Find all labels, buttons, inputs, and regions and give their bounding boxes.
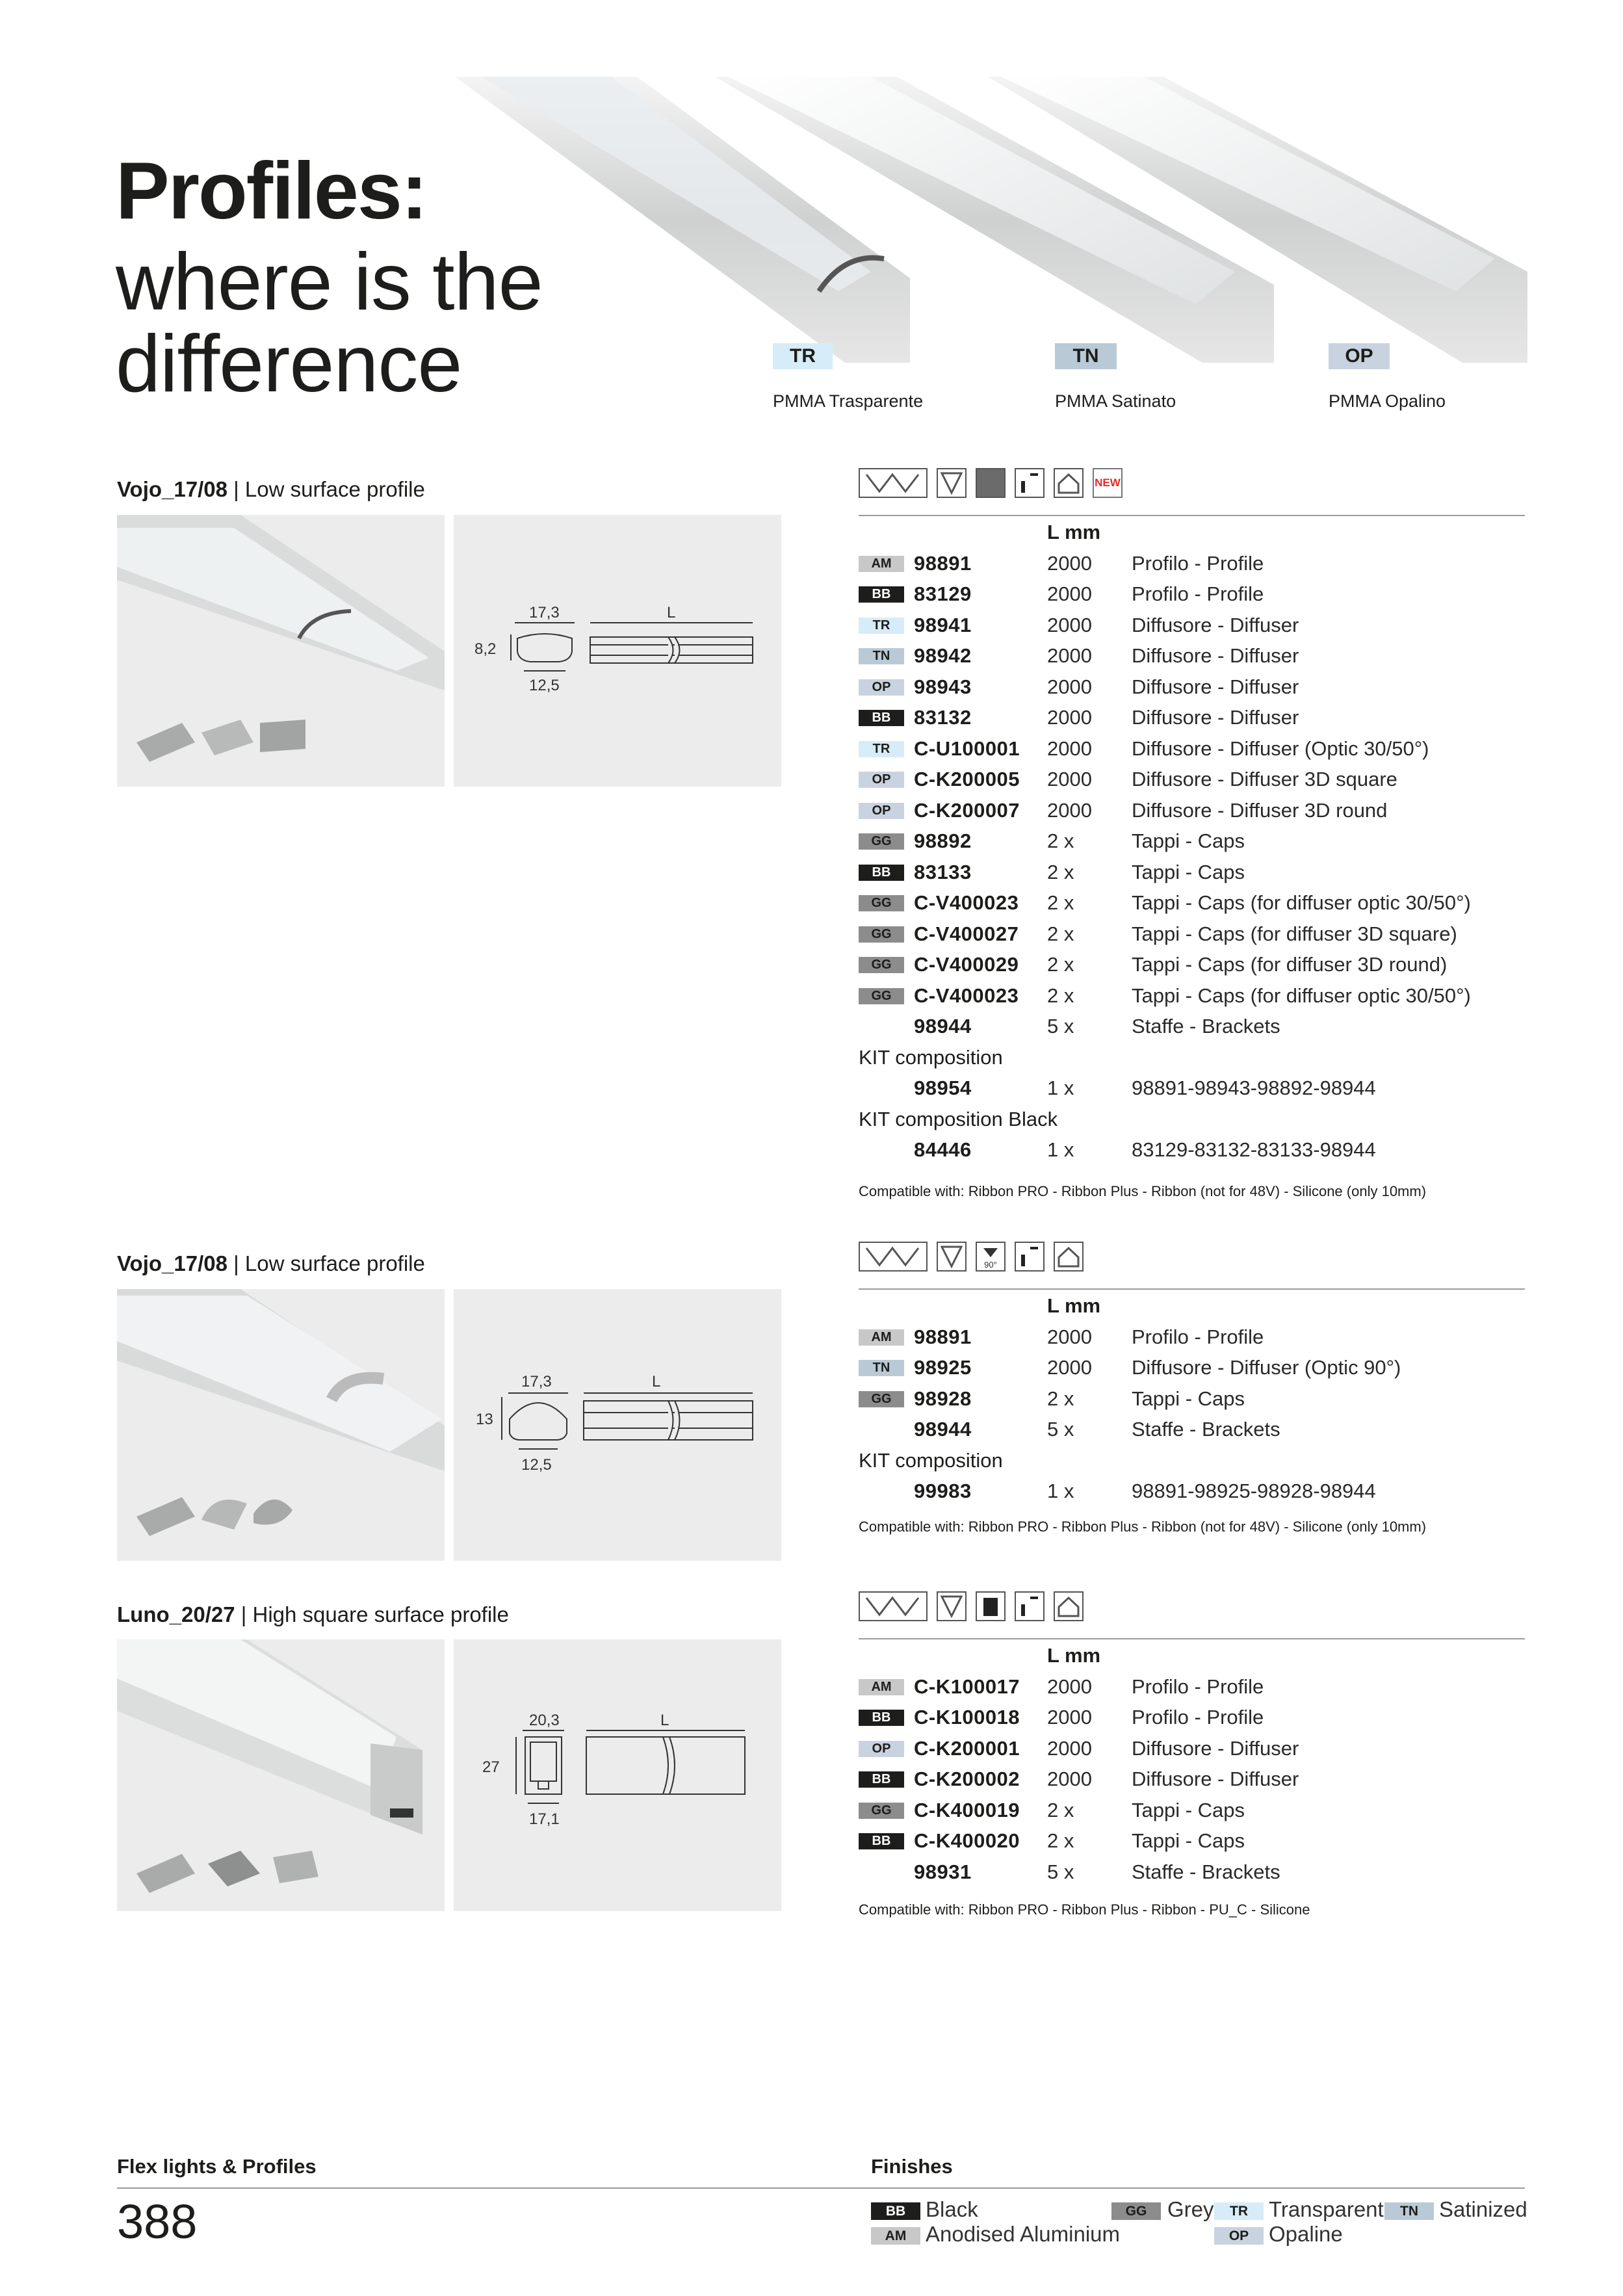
article-code: C-K200005 bbox=[914, 768, 1020, 790]
legend-label-bb: Black bbox=[926, 2197, 978, 2221]
page-number: 388 bbox=[117, 2195, 198, 2249]
mount-icon bbox=[859, 1591, 928, 1621]
dimension-drawing bbox=[454, 1289, 781, 1561]
compatibility-note: Compatible with: Ribbon PRO - Ribbon Plus - Ribbon (not for 48V) - Silicone (only 10mm) bbox=[859, 1183, 1427, 1199]
article-code: 98941 bbox=[914, 613, 972, 636]
table-header-row bbox=[859, 1290, 1525, 1322]
finishes-title: Finishes bbox=[871, 2155, 953, 2178]
length-value: 2000 bbox=[1047, 768, 1092, 790]
article-code: C-K200002 bbox=[914, 1768, 1020, 1790]
finish-badge: TN bbox=[859, 1360, 904, 1376]
table-row bbox=[859, 980, 1525, 1011]
legend-label-am: Anodised Aluminium bbox=[926, 2222, 1120, 2246]
dim-width-top: 17,3 bbox=[529, 604, 560, 621]
feature-icons bbox=[859, 1591, 1084, 1621]
dim-width-bottom: 17,1 bbox=[529, 1810, 560, 1828]
article-description: Staffe - Brackets bbox=[1132, 1860, 1280, 1883]
article-code: 98944 bbox=[914, 1015, 972, 1037]
length-value: 2000 bbox=[1047, 551, 1092, 575]
article-code: 98928 bbox=[914, 1387, 972, 1410]
article-description: Tappi - Caps (for diffuser optic 30/50°) bbox=[1132, 891, 1471, 914]
article-description: Staffe - Brackets bbox=[1132, 1418, 1280, 1441]
kit-row bbox=[859, 1134, 1525, 1166]
finish-name-tr: PMMA Trasparente bbox=[773, 391, 924, 411]
length-value: 2000 bbox=[1047, 1325, 1092, 1348]
finish-badge: GG bbox=[859, 833, 904, 850]
product-subtitle: | High square surface profile bbox=[240, 1602, 509, 1626]
length-value: 2000 bbox=[1047, 706, 1092, 729]
article-description: Tappi - Caps (for diffuser 3D round) bbox=[1132, 953, 1448, 976]
depth-icon bbox=[1015, 468, 1045, 498]
footer-category: Flex lights & Profiles bbox=[117, 2155, 317, 2178]
kit-contents: 83129-83132-83133-98944 bbox=[1132, 1138, 1376, 1161]
page-title-bold: Profiles: bbox=[116, 146, 427, 236]
kit-label-row bbox=[859, 1104, 1525, 1135]
length-value: 2000 bbox=[1047, 644, 1092, 667]
kit-contents: 98891-98943-98892-98944 bbox=[1132, 1076, 1376, 1099]
article-description: Diffusore - Diffuser bbox=[1132, 675, 1299, 698]
table-header-row bbox=[859, 517, 1525, 548]
table-row bbox=[859, 764, 1525, 795]
article-code: 98943 bbox=[914, 675, 972, 698]
article-code: C-K100017 bbox=[914, 1675, 1020, 1698]
article-description: Profilo - Profile bbox=[1132, 1675, 1264, 1698]
article-code: 98944 bbox=[914, 1418, 972, 1441]
legend-chip-tr: TR bbox=[1214, 2202, 1264, 2220]
legend-chip-bb: BB bbox=[871, 2202, 920, 2220]
article-code: C-U100001 bbox=[914, 737, 1020, 760]
length-value: 5 x bbox=[1047, 1860, 1074, 1883]
section-1-title bbox=[117, 477, 425, 502]
article-description: Tappi - Caps bbox=[1132, 1798, 1245, 1821]
dimension-drawing bbox=[454, 515, 781, 787]
kit-label-row bbox=[859, 1445, 1525, 1476]
table-row bbox=[859, 795, 1525, 826]
length-value: 2 x bbox=[1047, 1829, 1074, 1852]
dim-length: L bbox=[667, 604, 676, 621]
new-badge: NEW bbox=[1093, 468, 1123, 498]
article-description: Tappi - Caps bbox=[1132, 860, 1245, 883]
dim-length: L bbox=[660, 1712, 669, 1729]
article-code: C-V400023 bbox=[914, 891, 1019, 914]
table-row bbox=[859, 610, 1525, 641]
table-row bbox=[859, 702, 1525, 733]
legend-chip-tn: TN bbox=[1384, 2202, 1434, 2220]
finish-badge: TR bbox=[859, 618, 904, 634]
article-code: C-K100018 bbox=[914, 1706, 1020, 1729]
legend-label-gg: Grey bbox=[1167, 2197, 1214, 2221]
product-photo-panel bbox=[117, 1289, 445, 1561]
kit-code: 98954 bbox=[914, 1076, 972, 1099]
home-use-icon bbox=[1054, 1242, 1084, 1272]
length-value: 2 x bbox=[1047, 829, 1074, 852]
table-row bbox=[859, 1702, 1525, 1733]
product-photo bbox=[117, 515, 445, 787]
length-value: 5 x bbox=[1047, 1418, 1074, 1441]
article-description: Diffusore - Diffuser (Optic 30/50°) bbox=[1132, 737, 1429, 760]
product-table-3 bbox=[859, 1640, 1525, 1887]
finish-chip-tr: TR bbox=[773, 343, 833, 369]
table-row bbox=[859, 1383, 1525, 1415]
finish-badge: OP bbox=[859, 1741, 904, 1757]
diffuser-section-icon bbox=[976, 1591, 1006, 1621]
length-value: 2 x bbox=[1047, 1798, 1074, 1821]
article-description: Diffusore - Diffuser 3D square bbox=[1132, 768, 1397, 790]
table-row bbox=[859, 640, 1525, 672]
finish-badge: BB bbox=[859, 1710, 904, 1726]
mount-icon bbox=[859, 468, 928, 498]
kit-label: KIT composition bbox=[859, 1045, 1003, 1069]
table-rule bbox=[859, 1288, 1525, 1290]
length-value: 2 x bbox=[1047, 984, 1074, 1007]
finish-badge: BB bbox=[859, 710, 904, 726]
kit-label-row bbox=[859, 1042, 1525, 1073]
home-use-icon bbox=[1054, 468, 1084, 498]
finish-badge: BB bbox=[859, 865, 904, 881]
product-photo bbox=[117, 1289, 445, 1561]
table-row bbox=[859, 1352, 1525, 1383]
article-code: C-K200007 bbox=[914, 798, 1020, 822]
product-photo-panel bbox=[117, 1639, 445, 1911]
kit-row bbox=[859, 1476, 1525, 1507]
feature-icons bbox=[859, 468, 1123, 498]
section-3-title bbox=[117, 1602, 509, 1627]
product-photo bbox=[117, 1639, 445, 1911]
finish-badge: GG bbox=[859, 895, 904, 911]
legend-label-tr: Transparent bbox=[1269, 2197, 1384, 2221]
article-code: 98891 bbox=[914, 1325, 972, 1348]
table-row bbox=[859, 548, 1525, 579]
article-description: Profilo - Profile bbox=[1132, 582, 1264, 605]
kit-code: 84446 bbox=[914, 1138, 972, 1161]
finish-badge: GG bbox=[859, 1803, 904, 1819]
compatibility-note: Compatible with: Ribbon PRO - Ribbon Plus - Ribbon - PU_C - Silicone bbox=[859, 1901, 1310, 1918]
article-code: C-V400027 bbox=[914, 922, 1019, 945]
kit-label: KIT composition bbox=[859, 1448, 1003, 1472]
length-value: 2 x bbox=[1047, 860, 1074, 883]
dimension-drawing-panel bbox=[454, 1639, 781, 1911]
article-code: 98942 bbox=[914, 644, 972, 667]
article-description: Profilo - Profile bbox=[1132, 1325, 1264, 1348]
finish-badge: OP bbox=[859, 679, 904, 696]
kit-contents: 98891-98925-98928-98944 bbox=[1132, 1480, 1376, 1502]
compatibility-note: Compatible with: Ribbon PRO - Ribbon Plus - Ribbon (not for 48V) - Silicone (only 10mm) bbox=[859, 1519, 1427, 1535]
article-code: 83133 bbox=[914, 860, 972, 883]
article-description: Diffusore - Diffuser bbox=[1132, 644, 1299, 667]
section-2-title bbox=[117, 1251, 425, 1276]
finish-name-op: PMMA Opalino bbox=[1329, 391, 1446, 411]
beam-angle-label: 90° bbox=[984, 1260, 997, 1270]
table-row bbox=[859, 1857, 1525, 1888]
length-value: 2000 bbox=[1047, 1356, 1092, 1379]
table-row bbox=[859, 1733, 1525, 1764]
article-description: Diffusore - Diffuser bbox=[1132, 613, 1299, 636]
article-code: 83129 bbox=[914, 582, 972, 605]
dimension-drawing-panel bbox=[454, 1289, 781, 1561]
article-description: Staffe - Brackets bbox=[1132, 1015, 1280, 1037]
article-description: Tappi - Caps (for diffuser 3D square) bbox=[1132, 922, 1457, 945]
article-code: C-K400020 bbox=[914, 1829, 1020, 1852]
kit-code: 99983 bbox=[914, 1480, 972, 1502]
page-title-line2: where is the bbox=[116, 237, 543, 327]
dim-height: 27 bbox=[482, 1758, 500, 1776]
table-row bbox=[859, 1795, 1525, 1826]
article-code: C-V400023 bbox=[914, 984, 1019, 1007]
mount-icon bbox=[859, 1242, 928, 1272]
beam-angle-icon bbox=[976, 1242, 1006, 1272]
finish-badge: GG bbox=[859, 988, 904, 1004]
length-value: 2 x bbox=[1047, 891, 1074, 914]
legend-chip-gg: GG bbox=[1111, 2202, 1161, 2220]
table-row bbox=[859, 1414, 1525, 1445]
kit-quantity: 1 x bbox=[1047, 1076, 1074, 1099]
finish-badge: TR bbox=[859, 741, 904, 757]
dim-width-top: 20,3 bbox=[529, 1712, 560, 1729]
article-code: C-K400019 bbox=[914, 1798, 1020, 1821]
dim-width-bottom: 12,5 bbox=[521, 1456, 552, 1474]
kit-quantity: 1 x bbox=[1047, 1138, 1074, 1161]
finish-badge: BB bbox=[859, 1771, 904, 1788]
length-value: 2 x bbox=[1047, 1387, 1074, 1410]
table-row bbox=[859, 826, 1525, 857]
finish-badge: OP bbox=[859, 772, 904, 788]
article-description: Tappi - Caps bbox=[1132, 1387, 1245, 1410]
product-table-1 bbox=[859, 517, 1525, 1166]
article-code: C-V400029 bbox=[914, 953, 1019, 976]
length-value: 5 x bbox=[1047, 1015, 1074, 1037]
table-row bbox=[859, 733, 1525, 764]
f-rating-icon bbox=[937, 1242, 967, 1272]
product-subtitle: | Low surface profile bbox=[233, 477, 425, 501]
article-code: 98891 bbox=[914, 551, 972, 575]
length-header: L mm bbox=[1047, 1294, 1101, 1317]
product-name: Vojo_17/08 bbox=[117, 477, 227, 501]
page-title-line3: difference bbox=[116, 319, 462, 409]
length-value: 2000 bbox=[1047, 737, 1092, 760]
finish-badge: AM bbox=[859, 1329, 904, 1346]
article-code: 83132 bbox=[914, 706, 972, 729]
table-row bbox=[859, 887, 1525, 919]
article-description: Diffusore - Diffuser (Optic 90°) bbox=[1132, 1356, 1401, 1379]
length-value: 2000 bbox=[1047, 1675, 1092, 1698]
length-value: 2000 bbox=[1047, 613, 1092, 636]
finish-badge: GG bbox=[859, 1391, 904, 1407]
hero-profiles-image bbox=[455, 77, 1560, 382]
article-description: Profilo - Profile bbox=[1132, 1706, 1264, 1729]
table-row bbox=[859, 949, 1525, 980]
article-description: Tappi - Caps bbox=[1132, 829, 1245, 852]
finish-badge: OP bbox=[859, 803, 904, 819]
length-value: 2000 bbox=[1047, 798, 1092, 822]
finish-badge: AM bbox=[859, 556, 904, 572]
article-description: Tappi - Caps (for diffuser optic 30/50°) bbox=[1132, 984, 1471, 1007]
length-value: 2000 bbox=[1047, 1768, 1092, 1790]
product-name: Vojo_17/08 bbox=[117, 1251, 227, 1275]
legend-chip-am: AM bbox=[871, 2227, 920, 2245]
legend-label-tn: Satinized bbox=[1439, 2197, 1527, 2221]
product-name: Luno_20/27 bbox=[117, 1602, 235, 1626]
table-row bbox=[859, 1764, 1525, 1795]
table-rule bbox=[859, 1638, 1525, 1639]
article-description: Profilo - Profile bbox=[1132, 551, 1264, 575]
table-row bbox=[859, 1322, 1525, 1353]
product-subtitle: | Low surface profile bbox=[233, 1251, 425, 1275]
legend-chip-op: OP bbox=[1214, 2227, 1264, 2245]
article-description: Diffusore - Diffuser bbox=[1132, 1736, 1299, 1760]
dimension-drawing-panel bbox=[454, 515, 781, 787]
product-photo-panel bbox=[117, 515, 445, 787]
article-description: Tappi - Caps bbox=[1132, 1829, 1245, 1852]
depth-icon bbox=[1015, 1591, 1045, 1621]
finish-badge: GG bbox=[859, 926, 904, 943]
kit-row bbox=[859, 1073, 1525, 1104]
article-code: 98925 bbox=[914, 1356, 972, 1379]
article-code: C-K200001 bbox=[914, 1736, 1020, 1760]
feature-icons bbox=[859, 1242, 1084, 1272]
table-rule bbox=[859, 515, 1525, 516]
finish-name-tn: PMMA Satinato bbox=[1055, 391, 1176, 411]
table-header-row bbox=[859, 1640, 1525, 1671]
diffuser-section-icon bbox=[976, 468, 1006, 498]
article-description: Diffusore - Diffuser bbox=[1132, 706, 1299, 729]
length-value: 2000 bbox=[1047, 1706, 1092, 1729]
article-code: 98892 bbox=[914, 829, 972, 852]
product-table-2 bbox=[859, 1290, 1525, 1507]
length-value: 2 x bbox=[1047, 953, 1074, 976]
length-value: 2000 bbox=[1047, 1736, 1092, 1760]
f-rating-icon bbox=[937, 468, 967, 498]
dim-height: 13 bbox=[476, 1411, 493, 1428]
finish-badge: TN bbox=[859, 648, 904, 664]
length-value: 2000 bbox=[1047, 582, 1092, 605]
length-header: L mm bbox=[1047, 521, 1101, 543]
kit-label: KIT composition Black bbox=[859, 1107, 1058, 1130]
footer-rule bbox=[117, 2187, 1525, 2189]
length-header: L mm bbox=[1047, 1644, 1101, 1667]
finish-badge: AM bbox=[859, 1679, 904, 1695]
finish-chip-op: OP bbox=[1329, 343, 1390, 369]
dim-width-top: 17,3 bbox=[521, 1373, 552, 1390]
home-use-icon bbox=[1054, 1591, 1084, 1621]
length-value: 2 x bbox=[1047, 922, 1074, 945]
dim-width-bottom: 12,5 bbox=[529, 677, 560, 694]
dim-length: L bbox=[652, 1373, 661, 1390]
article-description: Diffusore - Diffuser 3D round bbox=[1132, 798, 1388, 822]
table-row bbox=[859, 857, 1525, 888]
length-value: 2000 bbox=[1047, 675, 1092, 698]
dimension-drawing bbox=[454, 1639, 781, 1911]
table-row bbox=[859, 1825, 1525, 1857]
table-row bbox=[859, 672, 1525, 703]
article-description: Diffusore - Diffuser bbox=[1132, 1768, 1299, 1790]
finish-badge: GG bbox=[859, 957, 904, 973]
table-row bbox=[859, 919, 1525, 950]
finish-badge: BB bbox=[859, 1833, 904, 1849]
finish-badge: BB bbox=[859, 586, 904, 603]
kit-quantity: 1 x bbox=[1047, 1480, 1074, 1502]
finish-chip-tn: TN bbox=[1055, 343, 1117, 369]
f-rating-icon bbox=[937, 1591, 967, 1621]
table-row bbox=[859, 1011, 1525, 1042]
table-row bbox=[859, 1671, 1525, 1702]
article-code: 98931 bbox=[914, 1860, 972, 1883]
table-row bbox=[859, 579, 1525, 610]
dim-height: 8,2 bbox=[474, 640, 497, 658]
depth-icon bbox=[1015, 1242, 1045, 1272]
legend-label-op: Opaline bbox=[1269, 2222, 1343, 2246]
